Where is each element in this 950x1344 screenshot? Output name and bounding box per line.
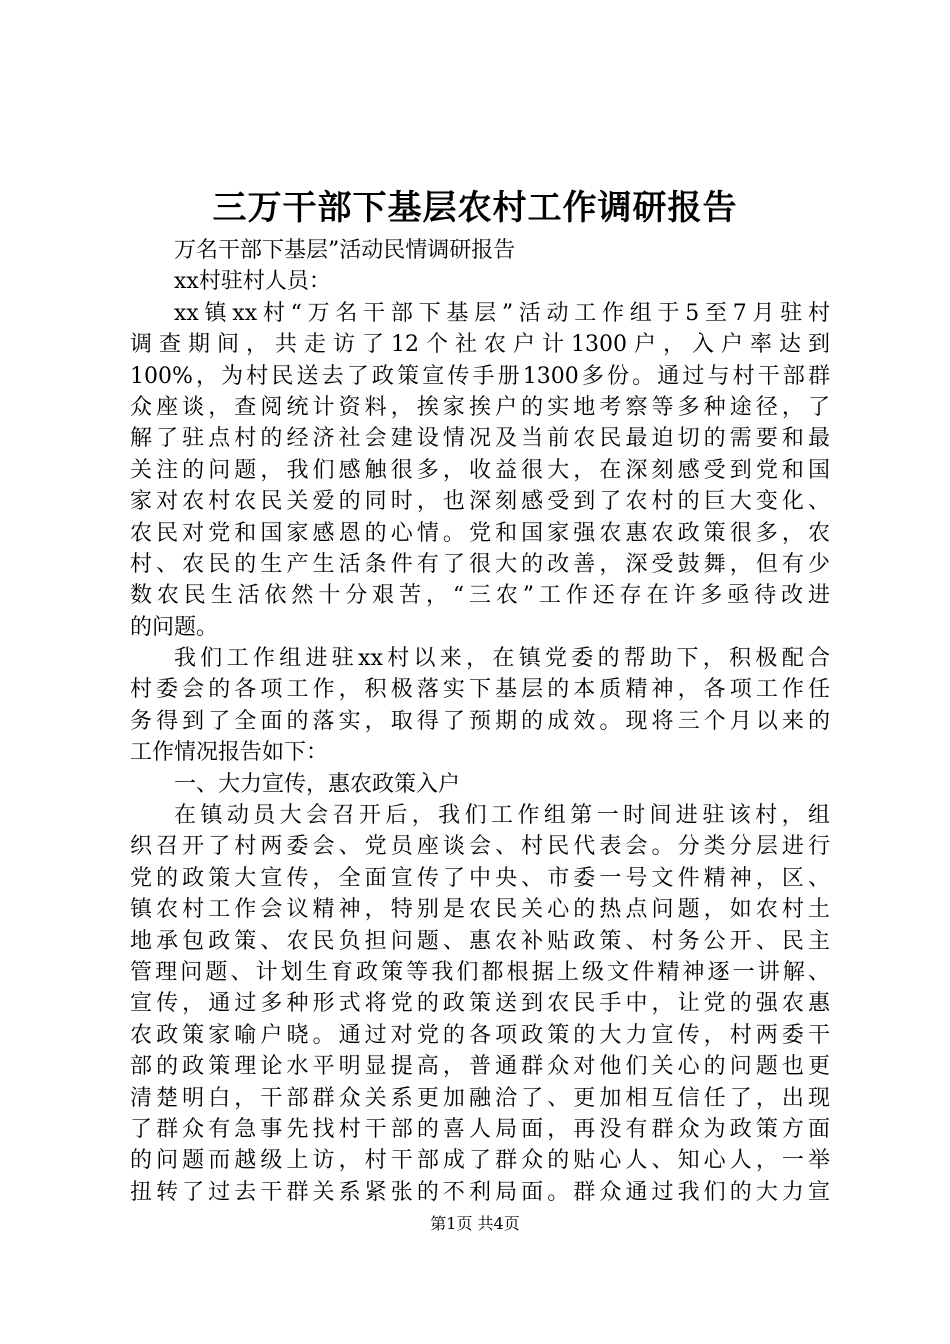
- body-line: 农政策家喻户晓。通过对党的各项政策的大力宣传，村两委干: [130, 1022, 830, 1048]
- body-line: 农民对党和国家感恩的心情。党和国家强农惠农政策很多，农: [130, 520, 830, 546]
- body-line: 村委会的各项工作，积极落实下基层的本质精神，各项工作任: [130, 677, 830, 703]
- body-line: 务得到了全面的落实，取得了预期的成效。现将三个月以来的: [130, 708, 830, 734]
- body-line: 调查期间，共走访了12个社农户计1300户，入户率达到: [130, 332, 830, 358]
- body-line: 解了驻点村的经济社会建设情况及当前农民最迫切的需要和最: [130, 426, 830, 452]
- body-line: 家对农村农民关爱的同时，也深刻感受到了农村的巨大变化、: [130, 489, 830, 515]
- body-line: 村、农民的生产生活条件有了很大的改善，深受鼓舞，但有少: [130, 551, 830, 577]
- body-line: 地承包政策、农民负担问题、惠农补贴政策、村务公开、民主: [130, 928, 830, 954]
- body-line: xx村驻村人员：: [174, 269, 331, 295]
- body-line: 100%，为村民送去了政策宣传手册1300多份。通过与村干部群: [130, 363, 830, 389]
- body-line: xx镇xx村“万名干部下基层”活动工作组于5至7月驻村: [174, 300, 830, 326]
- body-line: 我们工作组进驻xx村以来，在镇党委的帮助下，积极配合: [174, 646, 830, 672]
- page-number-footer: 第1页 共4页: [430, 1214, 520, 1233]
- body-line: 党的政策大宣传，全面宣传了中央、市委一号文件精神，区、: [130, 865, 830, 891]
- body-line: 了群众有急事先找村干部的喜人局面，再没有群众为政策方面: [130, 1116, 830, 1142]
- body-line: 部的政策理论水平明显提高，普通群众对他们关心的问题也更: [130, 1054, 830, 1080]
- body-line: 宣传，通过多种形式将党的政策送到农民手中，让党的强农惠: [130, 991, 830, 1017]
- body-line: 织召开了村两委会、党员座谈会、村民代表会。分类分层进行: [130, 834, 830, 860]
- body-line: 万名干部下基层”活动民情调研报告: [174, 238, 516, 263]
- section-heading: 一、大力宣传，惠农政策入户: [174, 771, 461, 797]
- body-line: 扭转了过去干群关系紧张的不利局面。群众通过我们的大力宣: [130, 1179, 830, 1205]
- document-title: 三万干部下基层农村工作调研报告: [212, 188, 738, 228]
- body-line: 的问题。: [130, 614, 219, 640]
- body-line: 清楚明白，干部群众关系更加融洽了、更加相互信任了，出现: [130, 1085, 830, 1111]
- body-line: 工作情况报告如下：: [130, 740, 329, 766]
- body-line: 众座谈，查阅统计资料，挨家挨户的实地考察等多种途径，了: [130, 394, 830, 420]
- body-line: 在镇动员大会召开后，我们工作组第一时间进驻该村，组: [174, 803, 830, 829]
- body-line: 关注的问题，我们感触很多，收益很大，在深刻感受到党和国: [130, 457, 830, 483]
- document-body: [130, 235, 830, 1208]
- body-line: 数农民生活依然十分艰苦，“三农”工作还存在许多亟待改进: [130, 583, 830, 609]
- body-line: 镇农村工作会议精神，特别是农民关心的热点问题，如农村土: [130, 897, 830, 923]
- body-line: 的问题而越级上访，村干部成了群众的贴心人、知心人，一举: [130, 1148, 830, 1174]
- body-line: 管理问题、计划生育政策等我们都根据上级文件精神逐一讲解、: [130, 959, 830, 985]
